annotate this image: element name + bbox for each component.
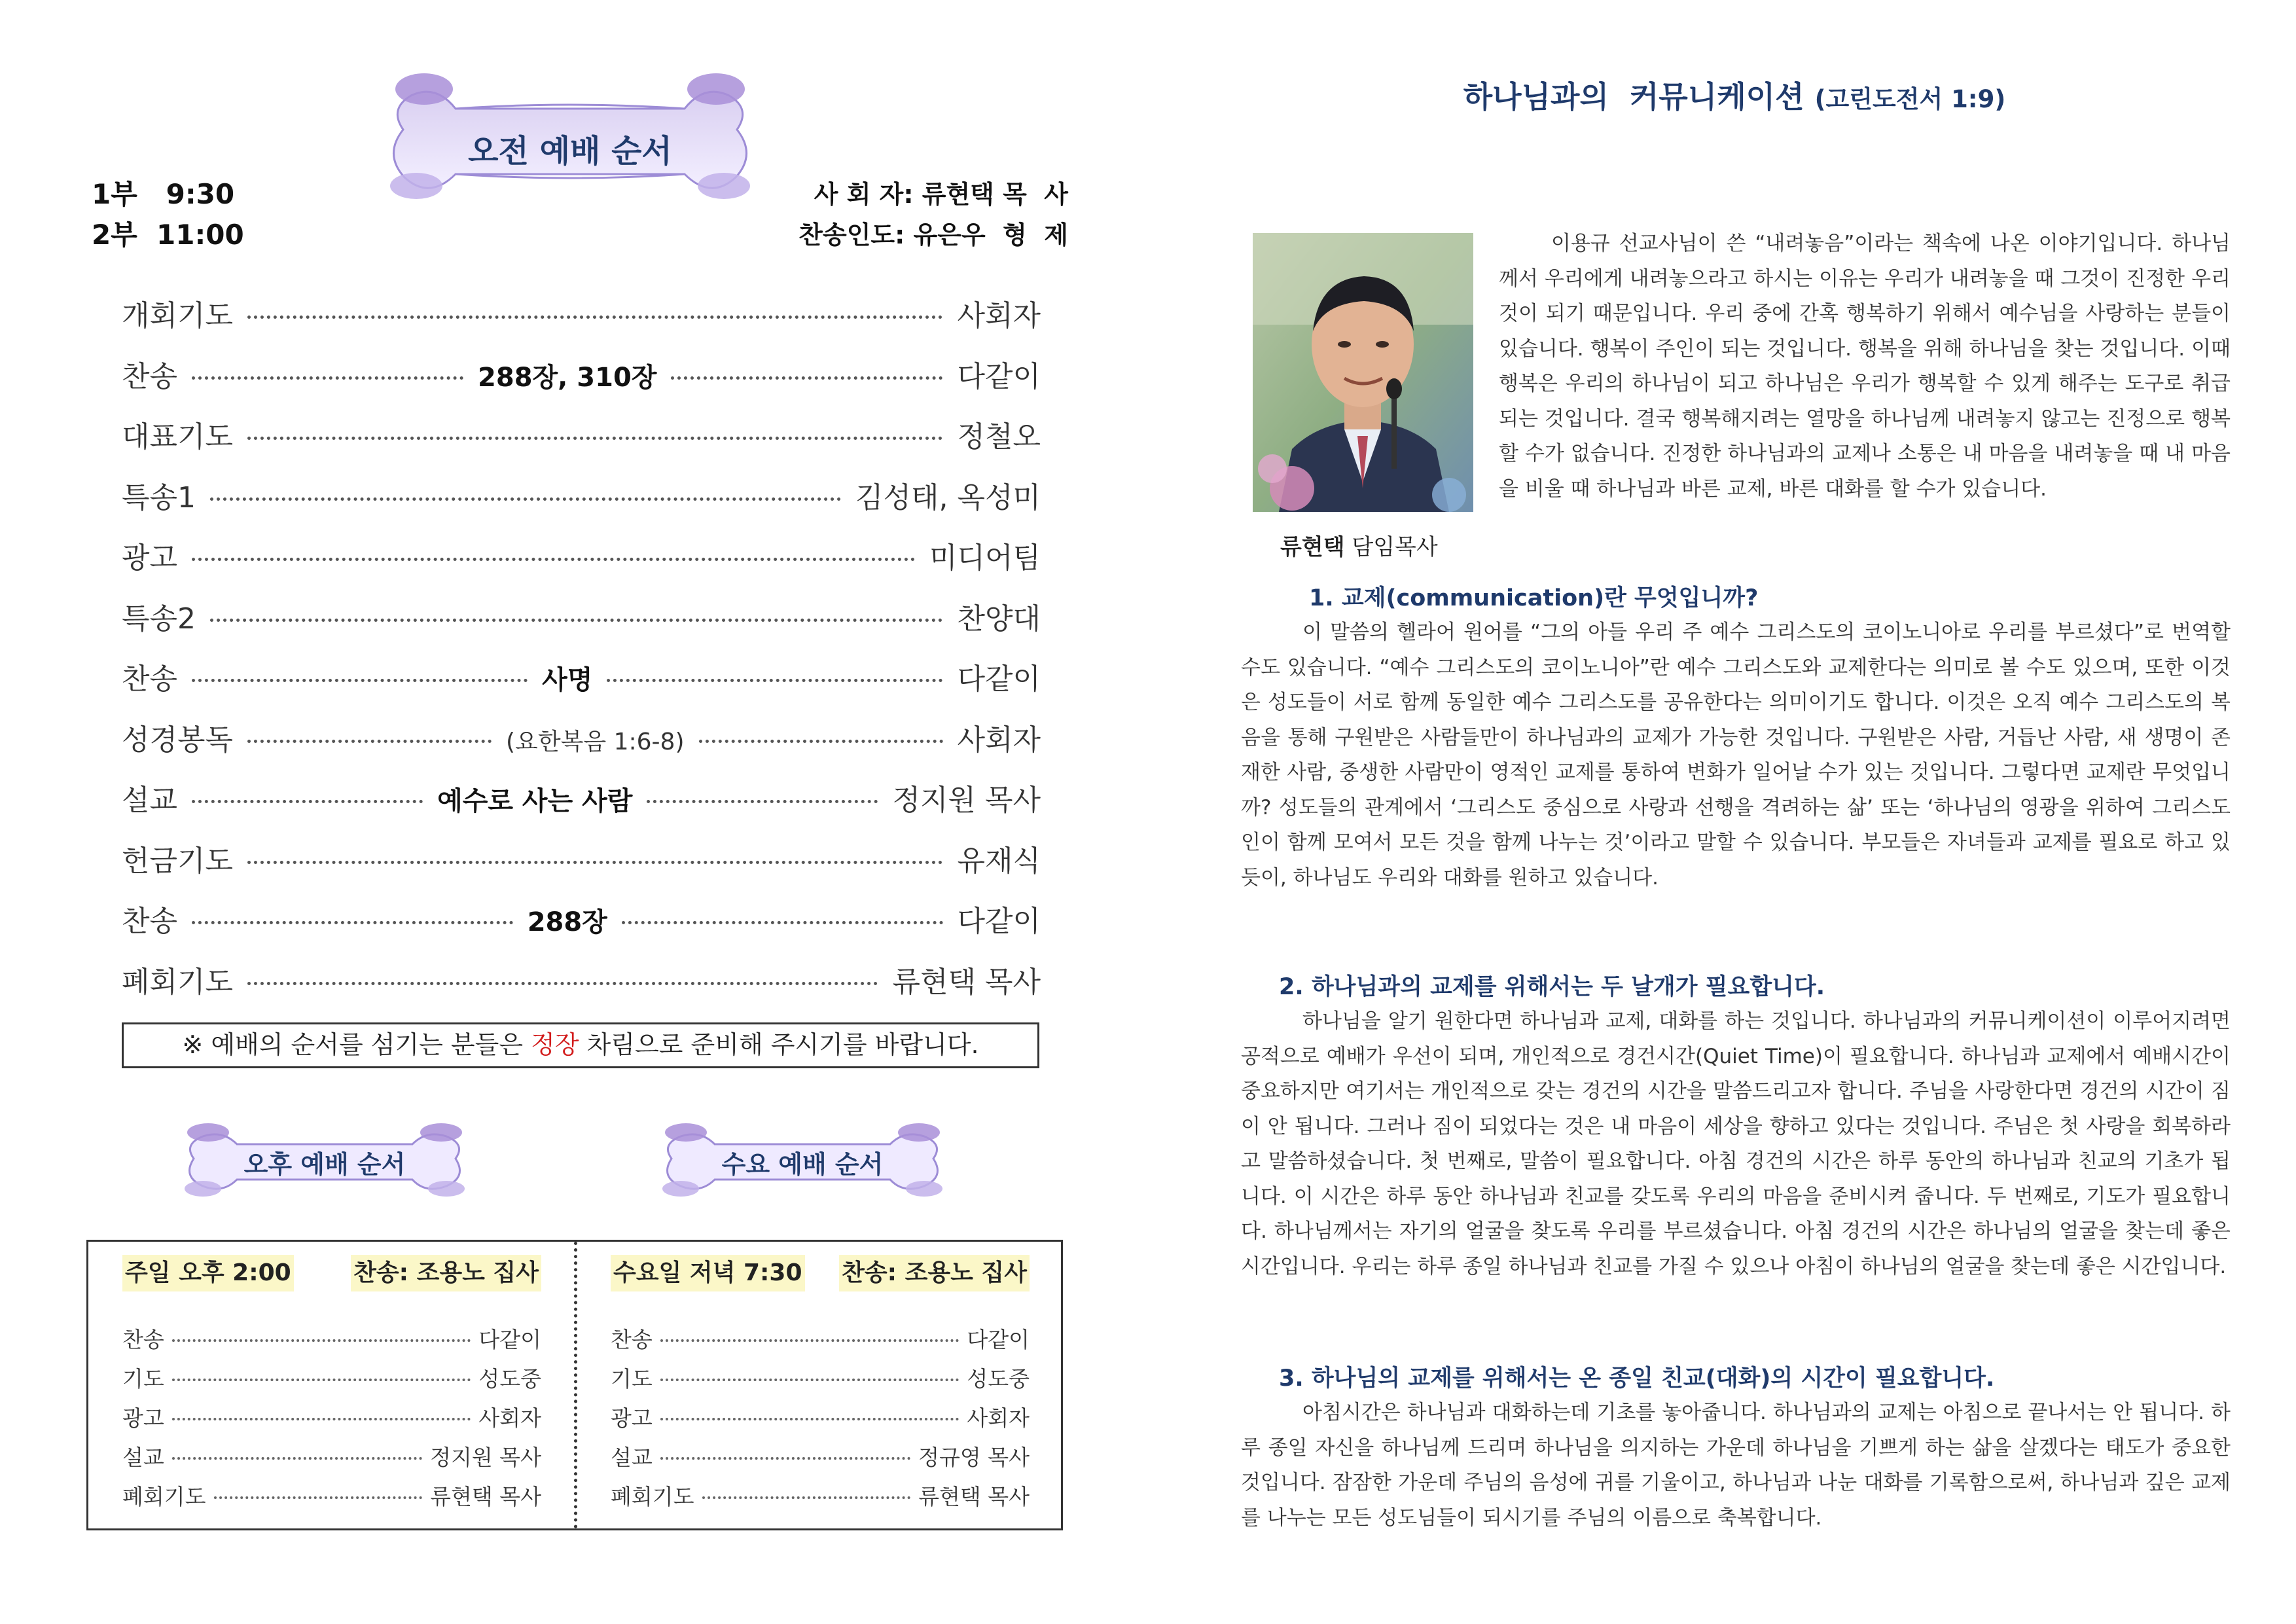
order-row: 대표기도 정철오 — [122, 420, 1041, 454]
scripture-reference: (고린도전서 1:9) — [1814, 85, 2006, 113]
wednesday-title: 수요 예배 순서 — [721, 1150, 884, 1179]
list-item: 기도 성도중 — [122, 1366, 541, 1392]
first-service-time: 1부 9:30 — [92, 178, 235, 210]
order-row: 헌금기도 유재식 — [122, 844, 1041, 878]
list-item: 폐회기도 류현택 목사 — [122, 1484, 541, 1509]
attire-notice: ※ 예배의 순서를 섬기는 분들은 정장 차림으로 준비해 주시기를 바랍니다. — [122, 1022, 1039, 1068]
wednesday-column — [611, 1255, 1030, 1519]
order-row: 설교 예수로 사는 사람 정지원 목사 — [122, 784, 1041, 817]
author-caption — [1280, 529, 1438, 561]
afternoon-title: 오후 예배 순서 — [243, 1150, 406, 1179]
article-title: 하나님과의 커뮤니케이션 (고린도전서 1:9) — [1463, 79, 2006, 115]
pastor-photo — [1253, 233, 1473, 512]
list-item: 설교 정규영 목사 — [611, 1445, 1030, 1470]
afternoon-time: 주일 오후 2:00 — [122, 1255, 294, 1291]
list-item: 광고 사회자 — [122, 1405, 541, 1431]
section-heading-3: 3. 하나님의 교제를 위해서는 온 종일 친교(대화)의 시간이 필요합니다. — [1279, 1365, 1995, 1392]
wednesday-leader: 찬송: 조용노 집사 — [839, 1255, 1030, 1291]
section-body-2: 하나님을 알기 원한다면 하나님과 교제, 대화를 하는 것입니다. 하나님과의 커뮤니케이션이 이루어지려면 공적으로 예배가 우선이 되며, 개인적으로 경건시간(Quiet Time)이 필요합니다. 하나님과 교제에서 예배시간이 중요하지만 여기서는 개인적으로 갖는 경건의 시간을 말씀드리고자 합니다. 주님을 사랑한다면 경건의 시간이 짐이 안 됩니다. 그러나 짐이 되었다는 것은 내 마음이 세상을 향하고 있다는 것입니다. 주님은 첫 사랑을 회복하라고 말씀하셨습니다. 첫 번째로, 말씀이 필요합니다. 아침 경건의 시간은 하루 동안의 하나님과 친교의 기초가 됩니다. 이 시간은 하루 동안 하나님과 친교를 갖도록 우리의 마음을 준비시켜 줍니다. 두 번째로, 기도가 필요합니다. 하나님께서는 자기의 얼굴을 찾도록 우리를 부르셨습니다. 아침 경건의 시간은 하나님의 얼굴을 찾는데 좋은 시간입니다. 우리는 하루 종일 하나님과 친교를 가질 수 있으나 아침이 하나님의 얼굴을 찾는데 좋은 시간입니다. — [1241, 1009, 2231, 1278]
morning-title: 오전 예배 순서 — [468, 133, 672, 170]
column-divider — [574, 1242, 577, 1528]
morning-order-list — [122, 292, 1041, 1019]
song-leader: 찬송인도: 유은우 형 제 — [798, 221, 1068, 249]
list-item: 광고 사회자 — [611, 1405, 1030, 1431]
presider: 사 회 자: 류현택 목 사 — [814, 180, 1068, 209]
order-row: 특송2 찬양대 — [122, 602, 1041, 636]
list-item: 설교 정지원 목사 — [122, 1445, 541, 1470]
afternoon-column — [122, 1255, 541, 1519]
order-row: 찬송 사명 다같이 — [122, 662, 1041, 696]
section-heading-2: 2. 하나님과의 교제를 위해서는 두 날개가 필요합니다. — [1279, 974, 1825, 1000]
second-service-time: 2부 11:00 — [92, 219, 244, 251]
author-name: 류현택 — [1280, 534, 1345, 560]
list-item: 폐회기도 류현택 목사 — [611, 1484, 1030, 1509]
section-body-3: 아침시간은 하나님과 대화하는데 기초를 놓아줍니다. 하나님과의 교제는 아침으로 끝나서는 안 됩니다. 하루 종일 자신을 하나님께 드리며 하나님을 의지하는 가운데 하나님을 기쁘게 하는 삶을 살겠다는 태도가 중요한 것입니다. 잠잠한 가운데 주님의 음성에 귀를 기울이고, 하나님과 나눈 대화를 기록함으로써, 하나님과 깊은 교제를 나누는 모든 성도님들이 되시기를 주님의 이름으로 축복합니다. — [1241, 1401, 2231, 1530]
article-intro: 이용규 선교사님이 쓴 “내려놓음”이라는 책속에 나온 이야기입니다. 하나님께서 우리에게 내려놓으라고 하시는 이유는 우리가 내려놓을 때 그것이 진정한 우리 것이 되기 때문입니다. 우리 중에 간혹 행복하기 위해서 예수님을 사랑하는 분들이 있습니다. 행복이 주인이 되는 것입니다. 행복을 위해 하나님을 찾는 것입니다. 이때 행복은 우리의 하나님이 되고 하나님은 우리가 행복할 수 있게 해주는 도구로 취급되는 것입니다. 결국 행복해지려는 열망을 하나님께 내려놓지 않고는 진정으로 행복할 수가 없습니다. 진정한 하나님과의 교제나 소통은 내 마음을 내려놓을 때 내 마음을 비울 때 하나님과 바른 교제, 바른 대화를 할 수가 있습니다. — [1499, 232, 2231, 501]
order-row: 성경봉독 (요한복음 1:6-8) 사회자 — [122, 723, 1041, 757]
wednesday-title-banner — [655, 1118, 950, 1200]
list-item: 기도 성도중 — [611, 1366, 1030, 1392]
wednesday-time: 수요일 저녁 7:30 — [611, 1255, 805, 1291]
person-portrait-icon — [1253, 233, 1473, 512]
section-body-1: 이 말씀의 헬라어 원어를 “그의 아들 우리 주 예수 그리스도의 코이노니아로 우리를 부르셨다”로 번역할 수도 있습니다. “예수 그리스도의 코이노니아”란 예수 그리스도와 교제한다는 의미로 볼 수도 있으며, 또한 이것은 성도들이 서로 함께 동일한 예수 그리스도를 공유한다는 의미이기도 합니다. 이것은 오직 예수 그리스도의 복음을 통해 구원받은 사람들만이 하나님과의 교제가 가능한 것입니다. 구원받은 사람, 거듭난 사람, 새 생명이 존재한 사람, 중생한 사람만이 영적인 교제를 통하여 변화가 일어날 수가 있는 것입니다. 그렇다면 교제란 무엇입니까? 성도들의 관계에서 ‘그리스도 중심으로 사랑과 선행을 격려하는 삶’ 또는 ‘하나님의 영광을 위하여 그리스도인이 함께 모여서 모든 것을 함께 나누는 것’이라고 말할 수 있습니다. 부모들은 자녀들과 교제를 필요로 하고 있듯이, 하나님도 우리와 대화를 원하고 있습니다. — [1241, 621, 2231, 890]
order-row: 특송1 김성태, 옥성미 — [122, 480, 1041, 514]
section-heading-1: 1. 교제(communication)란 무엇입니까? — [1309, 585, 1759, 611]
evening-schedule-box — [86, 1240, 1063, 1530]
afternoon-leader: 찬송: 조용노 집사 — [351, 1255, 541, 1291]
order-row: 찬송 288장 다같이 — [122, 905, 1041, 938]
notice-highlight: 정장 — [531, 1030, 579, 1059]
afternoon-title-banner — [177, 1118, 473, 1200]
list-item: 찬송 다같이 — [611, 1327, 1030, 1352]
order-row: 개회기도 사회자 — [122, 299, 1041, 333]
order-row: 폐회기도 류현택 목사 — [122, 965, 1041, 999]
author-role: 담임목사 — [1352, 534, 1438, 560]
order-row: 찬송 288장, 310장 다같이 — [122, 359, 1041, 393]
order-row: 광고 미디어팀 — [122, 541, 1041, 575]
list-item: 찬송 다같이 — [122, 1327, 541, 1352]
